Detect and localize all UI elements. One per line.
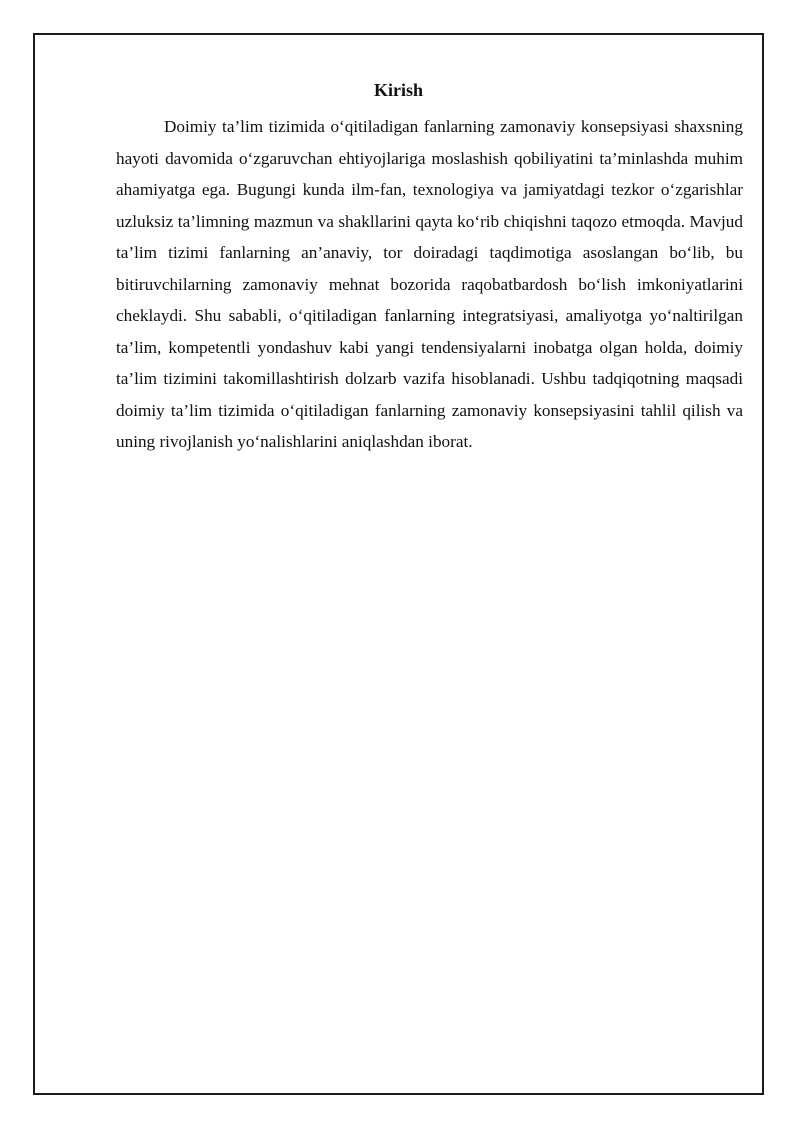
section-heading: Kirish [373, 80, 423, 100]
body-paragraph: Doimiy ta’lim tizimida o‘qitiladigan fanlarning zamonaviy konsepsiyasi shaxsning hayoti davomida o‘zgaruvchan ehtiyojlariga moslashish qobiliyatini ta’minlashda muhim ahamiyatga ega. Bugungi kunda ilm-fan, texnologiya va jamiyatdagi tezkor o‘zgarishlar uzluksiz ta’limning mazmun va shakllarini qayta ko‘rib chiqishni taqozo etmoqda. Mavjud ta’lim tizimi fanlarning an’anaviy, tor doiradagi taqdimotiga asoslangan bo‘lib, bu bitiruvchilarning zamonaviy mehnat bozorida raqobatbardosh bo‘lish imkoniyatlarini cheklaydi. Shu sababli, o‘qitiladigan fanlarning integratsiyasi, amaliyotga yo‘naltirilgan ta’lim, kompetentli yondashuv kabi yangi tendensiyalarni inobatga olgan holda, doimiy ta’lim tizimini takomillashtirish dolzarb vazifa hisoblanadi. Ushbu tadqiqotning maqsadi doimiy ta’lim tizimida o‘qitiladigan fanlarning zamonaviy konsepsiyasini tahlil qilish va uning rivojlanish yo‘nalishlarini aniqlashdan iborat. [116, 117, 743, 451]
page-border [33, 33, 764, 1095]
